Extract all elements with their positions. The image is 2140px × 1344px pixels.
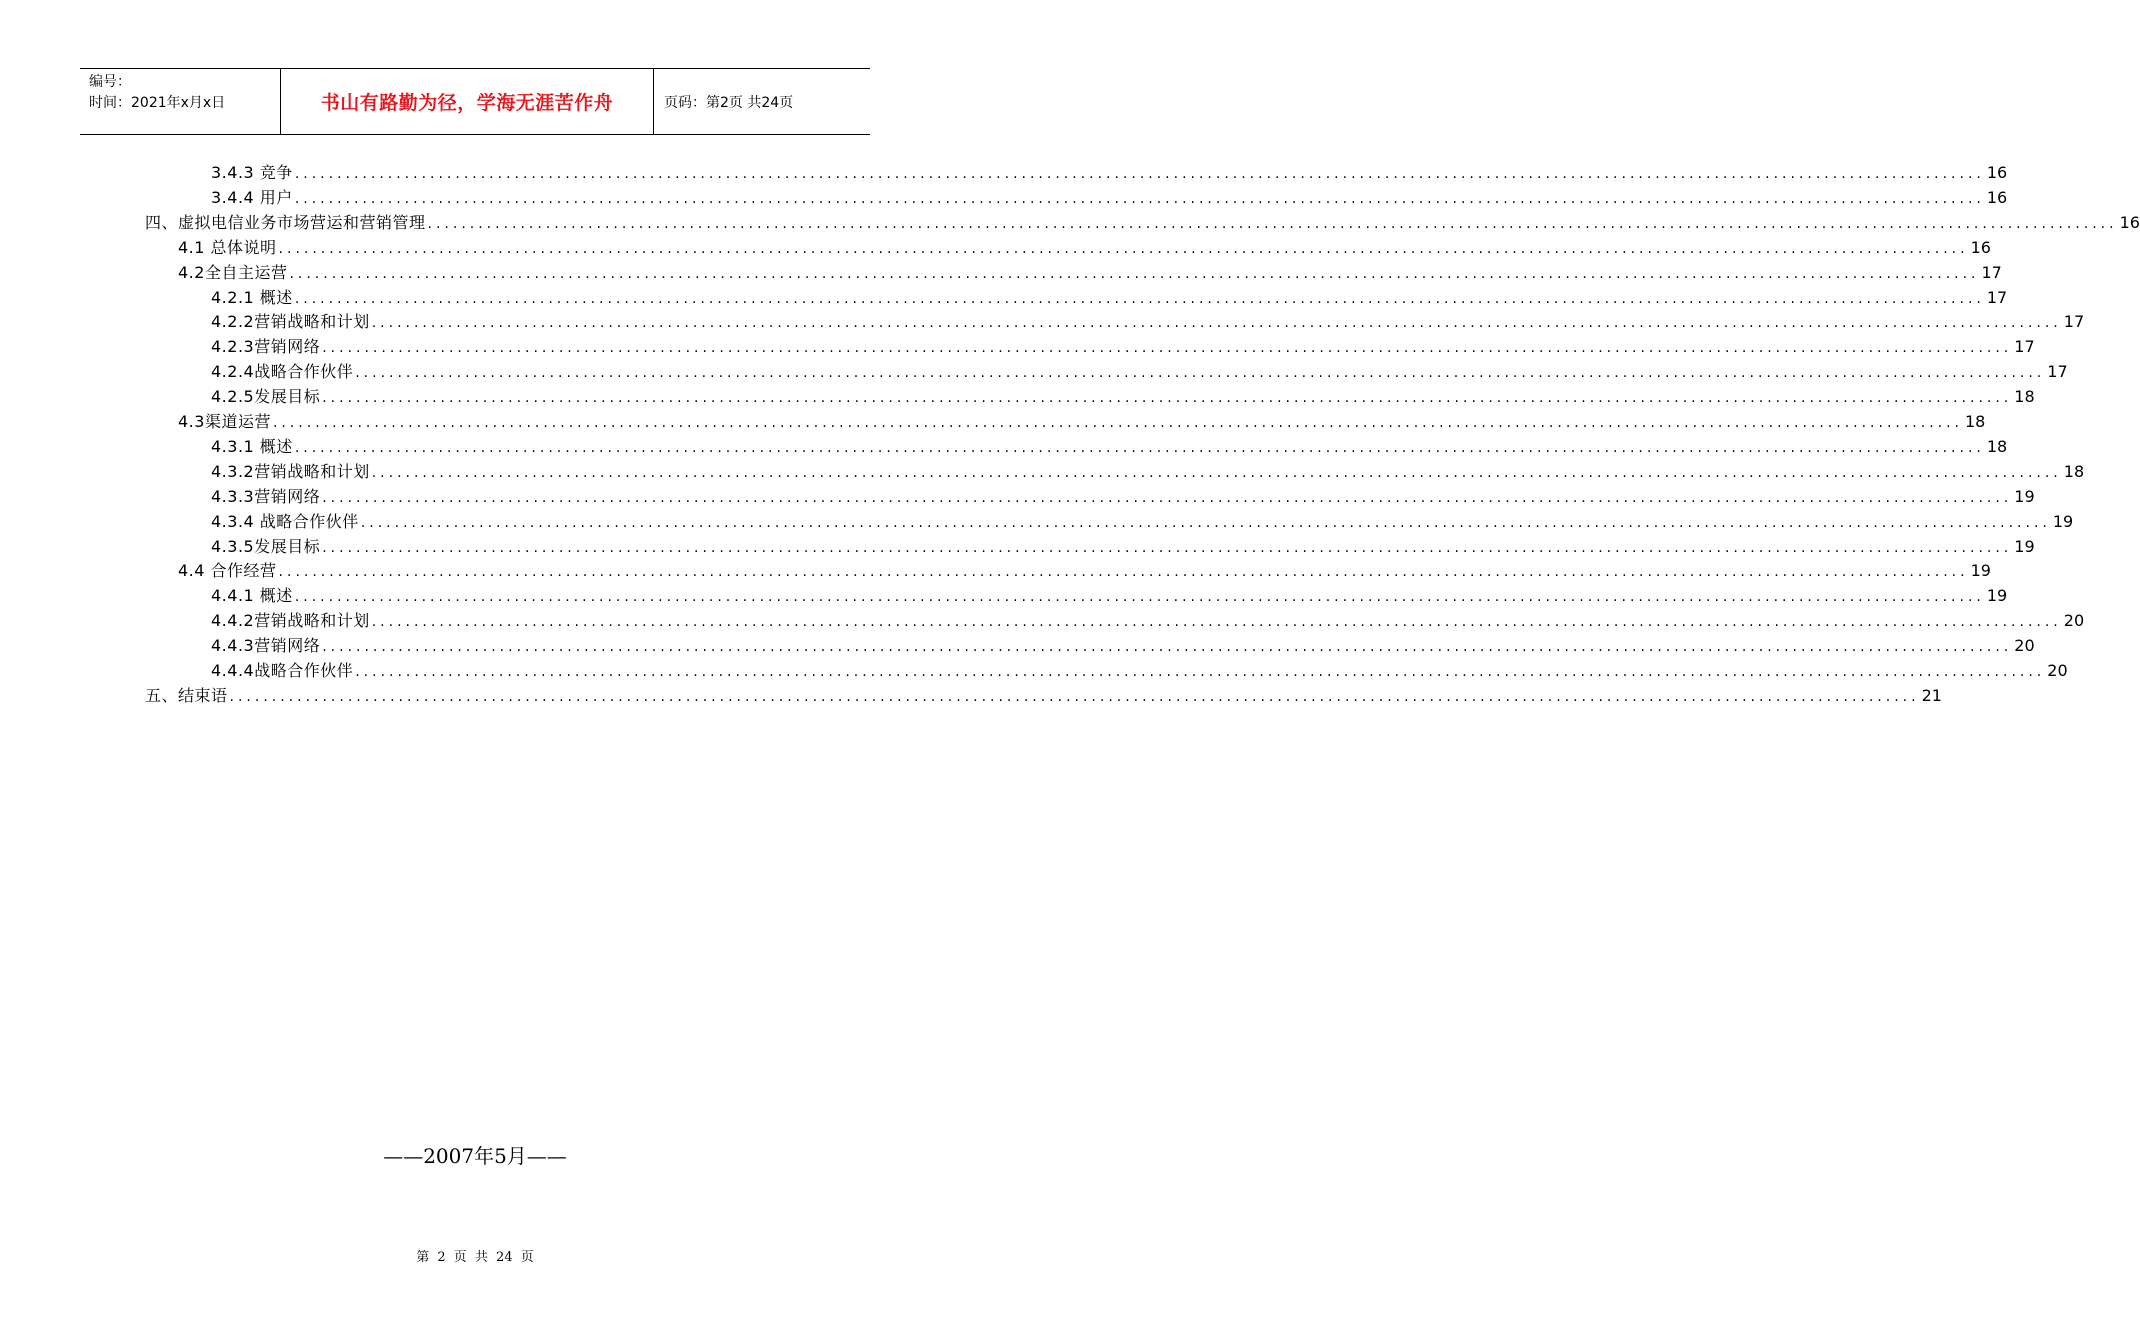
toc-entry-page: 20 (2047, 661, 2068, 680)
toc-entry[interactable] (211, 608, 2085, 633)
toc-entry-title: 4.3.4 战略合作伙伴 (211, 511, 359, 531)
toc-leader-dots: ........................................................................................................................................................................................................ (427, 215, 2118, 232)
toc-entry-title: 4.3渠道运营 (178, 412, 271, 431)
toc-leader-dots: ........................................................................................................................................................................................................ (322, 639, 2013, 656)
toc-entry-page: 18 (2063, 461, 2085, 481)
toc-entry[interactable] (211, 509, 2074, 534)
toc-entry-title: 4.2全自主运营 (178, 262, 288, 282)
toc-entry-title: 4.3.5发展目标 (211, 536, 321, 556)
toc-entry[interactable] (211, 384, 2035, 409)
toc-entry-title: 3.4.4 用户 (211, 187, 293, 207)
toc-entry-title: 4.4 合作经营 (178, 561, 277, 581)
toc-entry[interactable] (211, 285, 2008, 310)
toc-entry-page: 19 (2014, 536, 2035, 556)
toc-entry-title: 4.2.4战略合作伙伴 (211, 362, 354, 382)
toc-leader-dots: ........................................................................................................................................................................................................ (371, 464, 2062, 481)
toc-entry-page: 16 (1986, 187, 2008, 207)
toc-leader-dots: ........................................................................................................................................................................................................ (355, 365, 2046, 382)
toc-leader-dots: ........................................................................................................................................................................................................ (229, 688, 1920, 705)
toc-entry-page: 20 (2014, 636, 2035, 656)
toc-entry[interactable] (211, 185, 2008, 210)
toc-entry-title: 4.2.1 概述 (211, 287, 293, 307)
toc-entry-title: 4.3.2营销战略和计划 (211, 461, 370, 481)
toc-leader-dots: ........................................................................................................................................................................................................ (272, 415, 1963, 431)
toc-entry[interactable] (211, 359, 2068, 384)
toc-leader-dots: ........................................................................................................................................................................................................ (278, 240, 1969, 257)
toc-entry-page: 17 (1986, 287, 2008, 307)
toc-entry[interactable] (211, 633, 2035, 658)
page-footer: 第 2 页 共 24 页 (416, 1250, 534, 1265)
toc-entry-title: 4.4.2营销战略和计划 (211, 611, 370, 631)
date-label: 时间：2021年x月x日 (89, 95, 226, 111)
toc-entry[interactable] (211, 309, 2085, 334)
toc-leader-dots: ........................................................................................................................................................................................................ (322, 489, 2013, 506)
toc-leader-dots: ........................................................................................................................................................................................................ (322, 539, 2013, 556)
toc-entry[interactable] (211, 484, 2035, 509)
toc-entry[interactable] (178, 409, 1986, 434)
toc-entry-page: 19 (2052, 511, 2074, 531)
toc-entry-page: 19 (2014, 486, 2035, 506)
toc-leader-dots: ........................................................................................................................................................................................................ (294, 290, 1985, 307)
toc-leader-dots: ........................................................................................................................................................................................................ (294, 166, 1985, 182)
toc-entry-page: 17 (1981, 262, 2002, 282)
toc-entry-page: 20 (2063, 611, 2085, 631)
toc-entry[interactable] (178, 235, 1991, 260)
toc-entry[interactable] (211, 583, 2008, 608)
toc-leader-dots: ........................................................................................................................................................................................................ (294, 439, 1985, 456)
toc-entry-title: 四、虚拟电信业务市场营运和营销管理 (145, 212, 426, 232)
toc-leader-dots: ........................................................................................................................................................................................................ (322, 390, 2013, 407)
toc-entry-title: 4.3.1 概述 (211, 436, 293, 456)
toc-entry-page: 17 (2014, 337, 2035, 357)
toc-leader-dots: ........................................................................................................................................................................................................ (355, 664, 2046, 680)
header-page-info: 页码：第2页 共24页 (664, 94, 794, 111)
toc-entry-page: 18 (1965, 412, 1986, 431)
toc-entry-title: 4.4.1 概述 (211, 586, 293, 606)
toc-entry-page: 16 (1986, 163, 2008, 182)
toc-entry[interactable] (178, 260, 2002, 285)
toc-entry[interactable] (145, 683, 1942, 708)
toc-leader-dots: ........................................................................................................................................................................................................ (360, 514, 2051, 531)
toc-entry[interactable] (145, 210, 2140, 235)
date-line: ——2007年5月—— (383, 1144, 567, 1168)
toc-entry-title: 4.2.3营销网络 (211, 337, 321, 357)
toc-entry-title: 4.2.2营销战略和计划 (211, 312, 370, 332)
header-meta (80, 69, 281, 134)
toc-leader-dots: ........................................................................................................................................................................................................ (294, 190, 1985, 207)
toc-entry-page: 17 (2063, 312, 2085, 332)
toc-entry[interactable] (211, 658, 2068, 683)
toc-entry[interactable] (178, 558, 1991, 583)
toc-entry[interactable] (211, 459, 2085, 484)
toc-entry-title: 4.2.5发展目标 (211, 387, 321, 407)
toc-leader-dots: ........................................................................................................................................................................................................ (289, 265, 1980, 282)
toc-leader-dots: ........................................................................................................................................................................................................ (371, 315, 2062, 332)
toc-entry[interactable] (211, 334, 2035, 359)
toc-entry-title: 4.3.3营销网络 (211, 486, 321, 506)
toc-entry-page: 16 (1970, 237, 1991, 257)
toc-leader-dots: ........................................................................................................................................................................................................ (322, 340, 2013, 357)
toc-leader-dots: ........................................................................................................................................................................................................ (294, 589, 1985, 606)
toc-entry[interactable] (211, 160, 2008, 185)
toc-entry-page: 17 (2047, 362, 2068, 382)
toc-entry-page: 21 (1921, 685, 1942, 705)
toc-entry-page: 19 (1986, 586, 2008, 606)
toc-entry-page: 18 (2014, 387, 2035, 407)
toc-entry[interactable] (211, 434, 2008, 459)
toc-entry-page: 16 (2119, 212, 2140, 232)
toc-entry-title: 4.4.4战略合作伙伴 (211, 661, 354, 680)
toc-leader-dots: ........................................................................................................................................................................................................ (278, 564, 1969, 581)
toc-entry-page: 19 (1970, 561, 1991, 581)
page-header (80, 68, 870, 135)
number-label: 编号： (89, 74, 131, 90)
toc-entry-title: 4.1 总体说明 (178, 237, 277, 257)
toc-entry-title: 3.4.3 竞争 (211, 163, 293, 182)
toc-entry[interactable] (211, 534, 2035, 559)
toc-entry-title: 五、结束语 (145, 685, 228, 705)
header-motto: 书山有路勤为径，学海无涯苦作舟 (281, 69, 654, 134)
toc-entry-title: 4.4.3营销网络 (211, 636, 321, 656)
toc-leader-dots: ........................................................................................................................................................................................................ (371, 614, 2062, 631)
toc-entry-page: 18 (1986, 436, 2008, 456)
